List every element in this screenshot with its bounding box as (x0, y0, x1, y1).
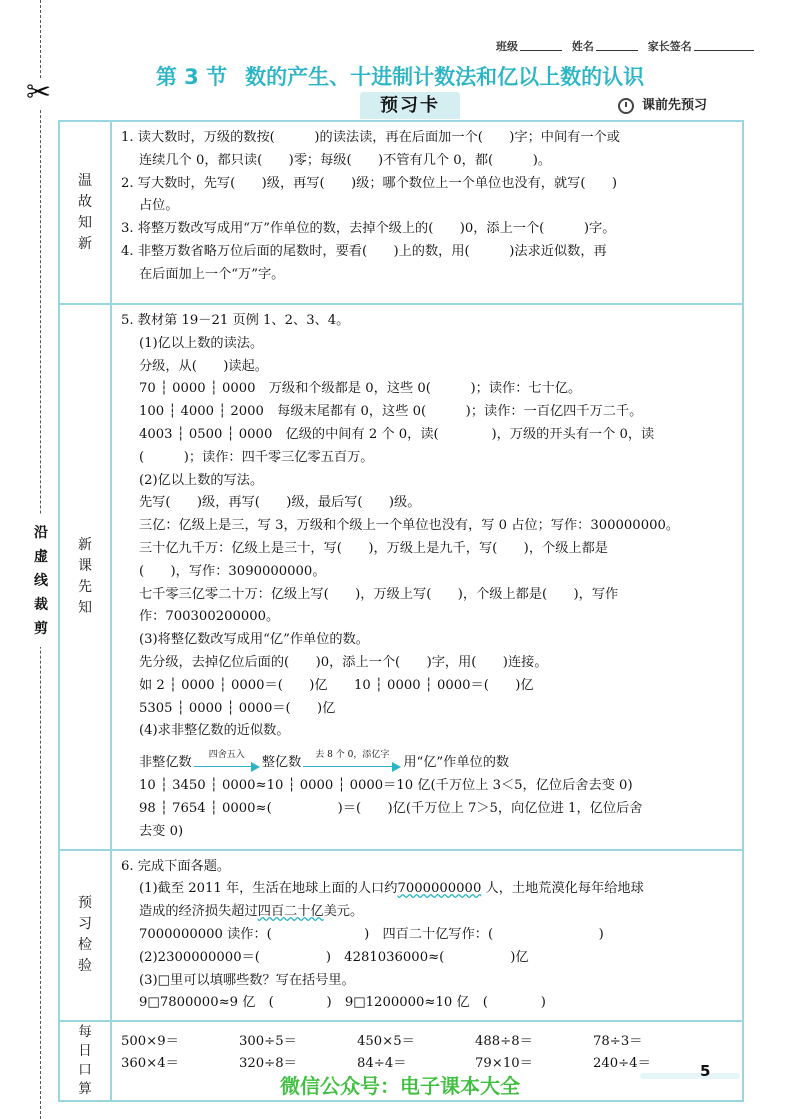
check-line: 6. 完成下面各题。 (121, 858, 231, 874)
new-line: 去变 0) (139, 823, 184, 839)
calc-item: 360×4＝ (121, 1056, 179, 1072)
flow-arrow-1 (194, 750, 260, 775)
flow-end: 用“亿”作单位的数 (403, 755, 510, 771)
parent-sign-field[interactable] (694, 50, 754, 51)
preview-badge (618, 94, 707, 114)
new-line: ( )；读作：四千零三亿零五百万。 (139, 449, 374, 465)
calc-item: 488÷8＝ (475, 1034, 533, 1050)
clock-icon (618, 98, 634, 114)
name-label: 姓名 (571, 40, 594, 53)
review-line: 3. 将整万数改写成用“万”作单位的数，去掉个级上的( )0，添上一个( )字。 (121, 221, 616, 237)
new-line: 分级，从( )读起。 (139, 358, 268, 374)
arrow-right-icon (251, 762, 260, 772)
new-line: 作：700300200000。 (139, 609, 280, 625)
review-line: 4. 非整万数省略万位后面的尾数时，要看( )上的数，用( )法求近似数，再 (121, 243, 607, 259)
preview-table (58, 120, 744, 1102)
preview-card-label: 预习卡 (360, 92, 460, 119)
new-line: 5. 教材第 19－21 页例 1、2、3、4。 (121, 313, 350, 328)
flow-start: 非整亿数 (139, 755, 192, 771)
new-line: 70 ┆ 0000 ┆ 0000 万级和个级都是 0，这些 0( )；读作：七十亿。 (139, 381, 582, 397)
class-field[interactable] (520, 50, 562, 51)
flow-middle: 整亿数 (261, 755, 302, 771)
new-lesson-row (59, 304, 743, 850)
parent-sign-label: 家长签名 (647, 40, 692, 53)
category-check: 预 习 检 验 (59, 850, 111, 1022)
new-line: 4003 ┆ 0500 ┆ 0000 亿级的中间有 2 个 0，读( )，万级的开头有一个 0，读 (139, 426, 655, 442)
new-lesson-content (111, 304, 743, 850)
check-line: (3)□里可以填哪些数？写在括号里。 (139, 972, 355, 988)
new-line: 七千零三亿零二十万：亿级上写( )，万级上写( )，个级上都是( )，写作 (139, 586, 619, 602)
class-label: 班级 (496, 40, 518, 53)
new-line: 先写( )级，再写( )级，最后写( )级。 (139, 495, 421, 511)
new-line: ( )，写作：3090000000。 (139, 563, 326, 579)
arrow-right-icon (392, 762, 401, 772)
new-line: 5305 ┆ 0000 ┆ 0000＝( )亿 (139, 700, 336, 716)
section-heading: 数的产生、十进制计数法和亿以上数的认识 (245, 65, 645, 89)
loss-amount: 四百二十亿 (257, 904, 324, 920)
calc-item: 240÷4＝ (593, 1056, 651, 1072)
footer-watermark: 微信公众号：电子课本大全 (280, 1074, 520, 1098)
new-line: 10 ┆ 3450 ┆ 0000≈10 ┆ 0000 ┆ 0000＝10 亿(千万位上 3＜5，亿位后舍去变 0) (139, 778, 633, 794)
new-line: (1)亿以上数的读法。 (139, 335, 264, 351)
new-line: 98 ┆ 7654 ┆ 0000≈( )＝( )亿(千万位上 7＞5，向亿位进 1，亿位后舍 (139, 800, 643, 816)
new-line: 先分级，去掉亿位后面的( )0，添上一个( )字，用( )连接。 (139, 654, 548, 670)
header-info (496, 38, 760, 54)
check-line: (1)截至 2011 年，生活在地球上面的人口约7000000000 人，土地荒漠化每年给地球 (139, 881, 644, 897)
calc-item: 300÷5＝ (239, 1034, 297, 1050)
check-line: 7000000000 读作：( ) 四百二十亿写作：( ) (139, 926, 604, 942)
flow-arrow-2 (303, 750, 401, 775)
check-line: 9□7800000≈9 亿 ( ) 9□1200000≈10 亿 ( ) (139, 995, 546, 1011)
check-line: 造成的经济损失超过四百二十亿美元。 (139, 904, 364, 920)
new-line: 三亿：亿级上是三，写 3，万级和个级上一个单位也没有，写 0 占位；写作：300000000。 (139, 518, 680, 534)
new-line: (4)求非整亿数的近似数。 (139, 723, 290, 739)
calc-item: 84÷4＝ (357, 1056, 407, 1072)
check-line: (2)2300000000＝( ) 4281036000≈( )亿 (139, 949, 529, 965)
page-number: 5 (700, 1062, 711, 1080)
new-line: 三十亿九千万：亿级上是三十，写( )，万级上是九千，写( )，个级上都是 (139, 540, 608, 556)
calc-item: 450×5＝ (357, 1034, 415, 1050)
calc-item: 500×9＝ (121, 1034, 179, 1050)
flow-arrow-1-label: 四舍五入 (208, 750, 245, 761)
name-field[interactable] (596, 50, 638, 51)
new-line: 100 ┆ 4000 ┆ 2000 每级末尾都有 0，这些 0( )；读作：一百亿四千万二千。 (139, 404, 643, 420)
calc-item: 320÷8＝ (239, 1056, 297, 1072)
review-line: 占位。 (139, 198, 179, 214)
section-number: 第 3 节 (155, 65, 228, 89)
calc-item: 78÷3＝ (593, 1034, 643, 1050)
review-line: 连续几个 0，都只读( )零；每级( )不管有几个 0，都( )。 (139, 152, 552, 168)
category-daily: 每 日 口 算 (59, 1021, 111, 1101)
new-line: 如 2 ┆ 0000 ┆ 0000＝( )亿 10 ┆ 0000 ┆ 0000＝( )亿 (139, 677, 534, 693)
review-line: 在后面加上一个“万”字。 (139, 266, 285, 282)
section-title (0, 61, 800, 91)
cut-instruction: 沿 虚 线 裁 剪 (30, 515, 52, 647)
check-content (111, 850, 743, 1022)
check-row (59, 850, 743, 1022)
review-line: 1. 读大数时，万级的数按( )的读法读，再在后面加一个( )字；中间有一个或 (121, 130, 620, 145)
category-new: 新 课 先 知 (59, 304, 111, 850)
scissors-icon: ✂ (26, 75, 52, 110)
new-line: (3)将整亿数改写成用“亿”作单位的数。 (139, 632, 369, 648)
review-content (111, 121, 743, 304)
review-row (59, 121, 743, 304)
category-review: 温 故 知 新 (59, 121, 111, 304)
approximation-flow (121, 743, 731, 775)
preview-badge-text: 课前先预习 (642, 98, 708, 113)
calc-item: 79×10＝ (475, 1056, 533, 1072)
population-number: 7000000000 (397, 881, 482, 897)
review-line: 2. 写大数时，先写( )级，再写( )级；哪个数位上一个单位也没有，就写( ) (121, 175, 618, 191)
new-line: (2)亿以上数的写法。 (139, 472, 264, 488)
flow-arrow-2-label: 去 8 个 0，添亿字 (315, 750, 390, 761)
